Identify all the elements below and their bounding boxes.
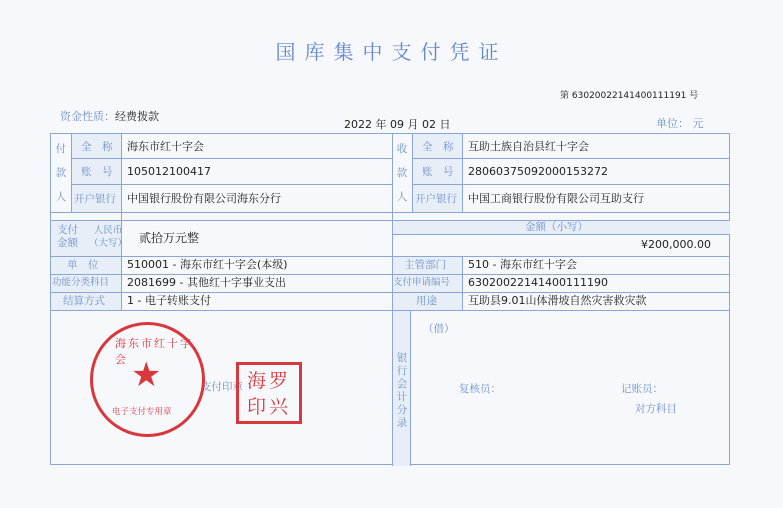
serial-number xyxy=(560,88,698,101)
pay-seal-label: 支付印章 xyxy=(201,381,243,393)
payer-account-label: 账 号 xyxy=(81,166,113,178)
payee-name-label: 全 称 xyxy=(422,141,454,153)
stamp-org-text: 海东市红十字会 xyxy=(115,337,193,366)
func-value: 2081699 - 其他红十字事业支出 xyxy=(127,276,286,289)
func-label: 功能分类科目 xyxy=(52,277,110,288)
stamp-sub-text: 电子支付专用章 xyxy=(112,407,172,417)
payer-side-char: 人 xyxy=(55,191,67,203)
payer-side-label xyxy=(54,142,68,204)
divider xyxy=(412,184,730,185)
unit-label: 单 位 xyxy=(67,259,99,271)
bank-accounting-char: 行 xyxy=(396,365,408,377)
payee-side-char: 收 xyxy=(396,143,408,155)
date-year: 2022 xyxy=(344,118,372,131)
divider xyxy=(51,212,730,213)
payee-account-label: 账 号 xyxy=(422,166,454,178)
payer-account: 105012100417 xyxy=(127,165,211,178)
reviewer-label: 复核员： xyxy=(459,383,501,395)
dept-value: 510 - 海东市红十字会 xyxy=(468,258,577,271)
date-month: 09 xyxy=(390,118,404,131)
dept-label: 主管部门 xyxy=(404,259,446,271)
rmb-label: 人民币 （大写） xyxy=(89,225,128,249)
bank-accounting-char: 银 xyxy=(396,352,408,364)
usage-label: 用途 xyxy=(416,295,437,307)
fund-nature-value: 经费拨款 xyxy=(115,110,159,123)
bank-accounting-char: 计 xyxy=(396,391,408,403)
divider xyxy=(412,134,413,212)
payer-bank: 中国银行股份有限公司海东分行 xyxy=(127,192,281,205)
payee-bank-label: 开户银行 xyxy=(415,193,457,205)
square-name-seal xyxy=(236,362,302,424)
bank-accounting-char: 录 xyxy=(396,417,408,429)
usage-value: 互助县9.01山体滑坡自然灾害救灾款 xyxy=(468,294,647,307)
serial-prefix: 第 xyxy=(560,91,570,101)
date-year-label: 年 xyxy=(375,118,387,131)
bank-accounting-char: 会 xyxy=(396,378,408,390)
voucher-title: 国库集中支付凭证 xyxy=(275,40,508,64)
payee-side-char: 人 xyxy=(396,191,408,203)
serial-value: 63020022141400111191 xyxy=(571,91,687,101)
payee-side-label xyxy=(395,142,409,204)
divider xyxy=(51,292,730,293)
date-day-label: 日 xyxy=(439,118,451,131)
counter-subject-label: 对方科目 xyxy=(635,403,677,415)
payee-name: 互助土族自治县红十字会 xyxy=(468,140,589,153)
pay-amount-label: 支付 金额 xyxy=(57,224,78,249)
currency-unit: 单位： 元 xyxy=(656,117,704,130)
divider xyxy=(51,310,730,311)
divider xyxy=(51,274,730,275)
amount-small: ¥200,000.00 xyxy=(641,238,711,251)
payee-bank: 中国工商银行股份有限公司互助支行 xyxy=(468,192,644,205)
payee-account: 28060375092000153272 xyxy=(468,165,608,178)
payer-name-label: 全 称 xyxy=(81,141,113,153)
divider xyxy=(51,256,730,257)
unit-value: 510001 - 海东市红十字会(本级) xyxy=(127,258,288,271)
req-value: 63020022141400111190 xyxy=(468,276,608,289)
bookkeeper-label: 记账员： xyxy=(621,383,663,395)
date-day: 02 xyxy=(422,118,436,131)
divider xyxy=(71,134,72,212)
payer-side-char: 付 xyxy=(55,143,67,155)
divider xyxy=(410,310,411,466)
divider xyxy=(71,184,392,185)
date-month-label: 月 xyxy=(407,118,419,131)
divider xyxy=(51,220,730,221)
seal-line-1: 海罗 xyxy=(246,370,291,392)
fund-nature xyxy=(60,108,159,124)
small-amount-label: 金额（小写） xyxy=(525,221,588,233)
settle-value: 1 - 电子转账支付 xyxy=(127,294,211,307)
seal-line-2: 印兴 xyxy=(246,396,291,418)
amount-uppercase: 贰拾万元整 xyxy=(139,231,200,245)
stamp-star-icon: ★ xyxy=(131,355,162,395)
divider xyxy=(412,158,730,159)
divider xyxy=(71,158,392,159)
divider xyxy=(462,134,463,212)
payee-side-char: 款 xyxy=(396,167,408,179)
divider xyxy=(121,134,122,310)
payer-side-char: 款 xyxy=(55,167,67,179)
bank-accounting-label xyxy=(395,352,409,430)
bank-accounting-char: 分 xyxy=(396,404,408,416)
payer-bank-label: 开户银行 xyxy=(74,193,116,205)
payer-name: 海东市红十字会 xyxy=(127,140,204,153)
serial-suffix: 号 xyxy=(689,91,699,101)
fund-nature-label: 资金性质： xyxy=(60,110,115,123)
divider xyxy=(392,134,393,466)
voucher-date xyxy=(344,116,451,132)
req-label: 支付申请编号 xyxy=(393,277,451,288)
divider xyxy=(392,234,730,235)
settle-label: 结算方式 xyxy=(63,295,105,307)
debit-label: （借） xyxy=(423,323,455,335)
red-round-stamp xyxy=(90,322,205,437)
divider xyxy=(462,256,463,310)
